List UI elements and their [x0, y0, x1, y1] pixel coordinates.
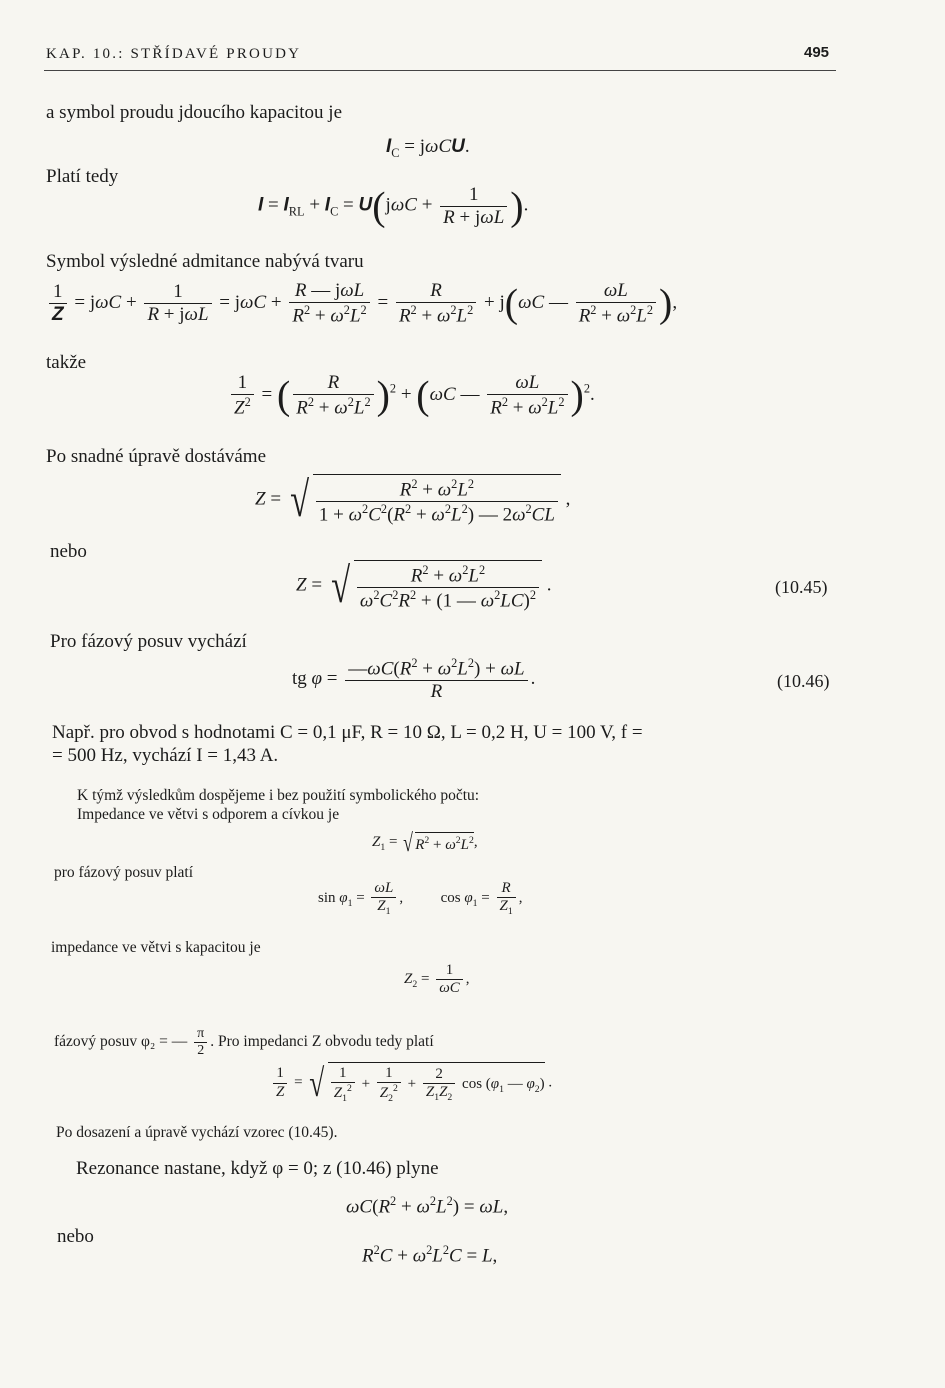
paragraph: Rezonance nastane, když φ = 0; z (10.46) plyne [76, 1158, 439, 1179]
equation-ic: $I_C = j\omega CU$. [386, 136, 470, 160]
small-paragraph: fázový posuv φ₂ = — $\frac{\pi}{2}$ . Pro impedanci Z obvodu tedy platí [54, 1026, 434, 1059]
equation-phase: tg φ = $\frac{—\omega C(R^2 + \omega^2L^2) + \omega L}{R}$ . [292, 656, 536, 703]
paragraph: takže [46, 352, 87, 373]
paragraph: nebo [50, 541, 87, 562]
paragraph: Např. pro obvod s hodnotami C = 0,1 μF, R = 10 Ω, L = 0,2 H, U = 100 V, f = [52, 722, 643, 743]
equation-resonance-1: $\omega C(R^2 + \omega^2L^2) = \omega L$, [346, 1194, 509, 1218]
equation-z2: $Z_2$ = $\frac{1}{\omega C}$ , [404, 962, 470, 997]
equation-sin-cos: $\sin \varphi_1$ = $\frac{\omega L}{Z_1}$ , $\cos \varphi_1$ = $\frac{R}{Z_1}$ , [318, 880, 523, 918]
equation-total-current: $I = I_{RL} + I_C = U(j\omega C$ + $\frac{1}{\text{R + jωL}}$ ). [258, 183, 529, 229]
paragraph: Po snadné úpravě dostáváme [46, 446, 267, 467]
equation-total-impedance: $\frac{1}{Z}$ = √ $\frac{1}{Z_1^2}$ + $\frac{1}{Z_2^2}$ + $\frac{2}{Z_1Z_2}$ $\cos (\varphi_1$ — $\varphi_2$) . [270, 1062, 552, 1104]
header-rule [44, 70, 836, 71]
equation-admittance: $\frac{1}{Z}$ = jωC + $\frac{1}{\text{R + jωL}}$ = jωC + $\frac{\text{R — jωL}}{R^2 + \omega^2L^2}$ = $\frac{R}{R^2 + \omega^2L^2}$ + j(ωC — $\frac{\omega L}{R^2 + \omega^2L^2}$ ), [46, 280, 677, 327]
equation-number: (10.46) [777, 671, 830, 691]
equation-impedance-1: Z = √ $\frac{R^2 + \omega^2L^2}{1 + \omega^2C^2(R^2 + \omega^2L^2) — 2\omega^2CL}$ , [255, 472, 571, 528]
paragraph: Pro fázový posuv vychází [50, 631, 247, 652]
paragraph: a symbol proudu jdoucího kapacitou je [46, 102, 343, 123]
paragraph: Symbol výsledné admitance nabývá tvaru [46, 251, 364, 272]
small-paragraph: K týmž výsledkům dospějeme i bez použití symbolického počtu: [77, 787, 480, 804]
paragraph: Platí tedy [46, 166, 119, 187]
equation-number: (10.45) [775, 577, 828, 597]
small-paragraph: Impedance ve větvi s odporem a cívkou je [77, 806, 340, 823]
equation-z1: $Z_1$ = √ $R^2 + \omega^2L^2$ , [372, 828, 478, 857]
page-number: 495 [804, 44, 830, 61]
equation-admittance-squared: $\frac{1}{Z^2}$ = ( $\frac{R}{R^2 + \omega^2L^2}$ )$^2$ + (ωC — $\frac{\omega L}{R^2 + \omega^2L^2}$ )$^2$. [228, 372, 595, 419]
paragraph: = 500 Hz, vychází I = 1,43 A. [52, 745, 279, 766]
equation-resonance-2: $R^2C + \omega^2L^2C = L$, [362, 1243, 498, 1267]
small-paragraph: impedance ve větvi s kapacitou je [51, 939, 261, 956]
small-paragraph: Po dosazení a úpravě vychází vzorec (10.45). [56, 1124, 338, 1141]
equation-impedance-2: Z = √ $\frac{R^2 + \omega^2L^2}{\omega^2C^2R^2 + (1 — \omega^2LC)^2}$ . [296, 558, 552, 614]
running-header: KAP. 10.: STŘÍDAVÉ PROUDY [46, 46, 302, 62]
paragraph: nebo [57, 1226, 94, 1247]
small-paragraph: pro fázový posuv platí [54, 864, 194, 881]
